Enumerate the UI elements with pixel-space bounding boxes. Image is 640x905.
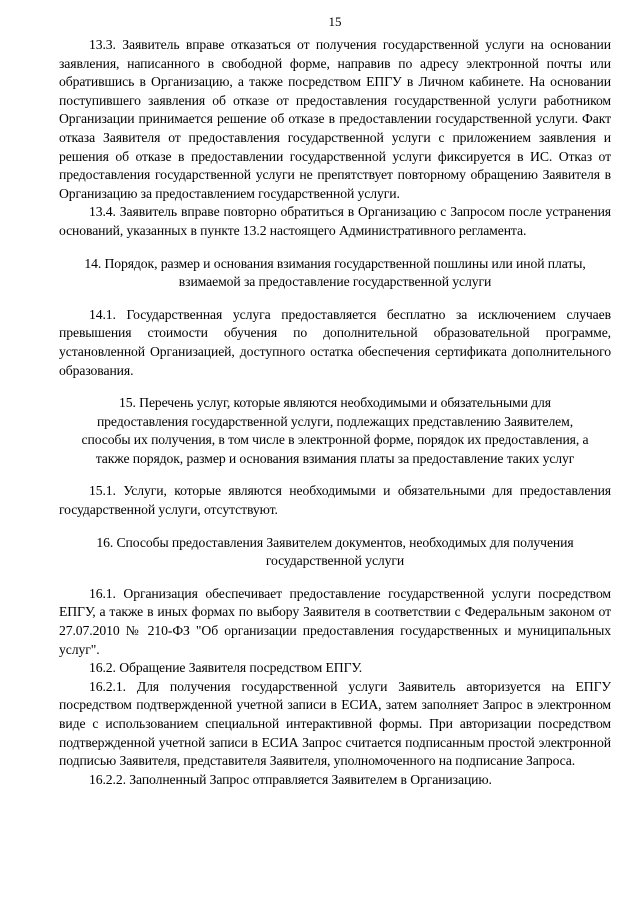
paragraph-16-2-1: 16.2.1. Для получения государственной услуги Заявитель авторизуется на ЕПГУ посредством подтвержденной учетной записи в ЕСИА, затем заполняет Запрос в электронном виде с использованием специальной интерактивной формы. При авторизации посредством подтвержденной учетной записи в ЕСИА Запрос считается подписанным простой электронной подписью Заявителя, представителя Заявителя, уполномоченного на подписание Запроса. [59, 678, 611, 769]
paragraph-14-1: 14.1. Государственная услуга предоставляется бесплатно за исключением случаев превышения стоимости обучения по дополнительной образовательной программе, установленной Организацией, доступного остатка обеспечения сертификата дополнительного образования. [59, 306, 611, 378]
paragraph-15-1: 15.1. Услуги, которые являются необходимыми и обязательными для предоставления государственной услуги, отсутствуют. [59, 483, 611, 518]
paragraph-16-2: 16.2. Обращение Заявителя посредством ЕПГУ. [89, 660, 363, 676]
paragraph-13-3: 13.3. Заявитель вправе отказаться от получения государственной услуги на основании заявления, написанного в свободной форме, направив по адресу электронной почты или обратившись в Организацию, а также посредством ЕПГУ в Личном кабинете. На основании поступившего заявления об отказе от предоставления государственной услуги работником Организации принимается решение об отказе в предоставлении государственной услуги. Факт отказа Заявителя от предоставления государственной услуги с приложением заявления и решения об отказе в предоставлении государственной услуги фиксируется в ИС. Отказ от предоставления государственной услуги не препятствует повторному обращению Заявителя в Организацию за предоставлением государственной услуги. [59, 37, 611, 201]
paragraph-16-2-2: 16.2.2. Заполненный Запрос отправляется Заявителем в Организацию. [89, 771, 492, 787]
page-number: 15 [328, 14, 342, 29]
section-heading-15: 15. Перечень услуг, которые являются необходимыми и обязательными для предоставления государственной услуги, подлежащих представлению Заявителем, способы их получения, в том числе в электронной форме, порядок их предоставления, а также порядок, размер и основания взимания платы за предоставление таких услуг [81, 395, 589, 466]
paragraph-13-4: 13.4. Заявитель вправе повторно обратиться в Организацию с Запросом после устранения оснований, указанных в пункте 13.2 настоящего Административного регламента. [59, 204, 611, 238]
section-heading-16: 16. Способы предоставления Заявителем документов, необходимых для получения государственной услуги [96, 534, 574, 569]
paragraph-16-1: 16.1. Организация обеспечивает предоставление государственной услуги посредством ЕПГУ, а также в иных формах по выбору Заявителя в соответствии с Федеральным законом от 27.07.2010 № 210-ФЗ "Об организации предоставления государственных и муниципальных услуг". [59, 585, 611, 657]
section-heading-14: 14. Порядок, размер и основания взимания государственной пошлины или иной платы, взимаемой за предоставление государственной услуги [84, 255, 586, 290]
